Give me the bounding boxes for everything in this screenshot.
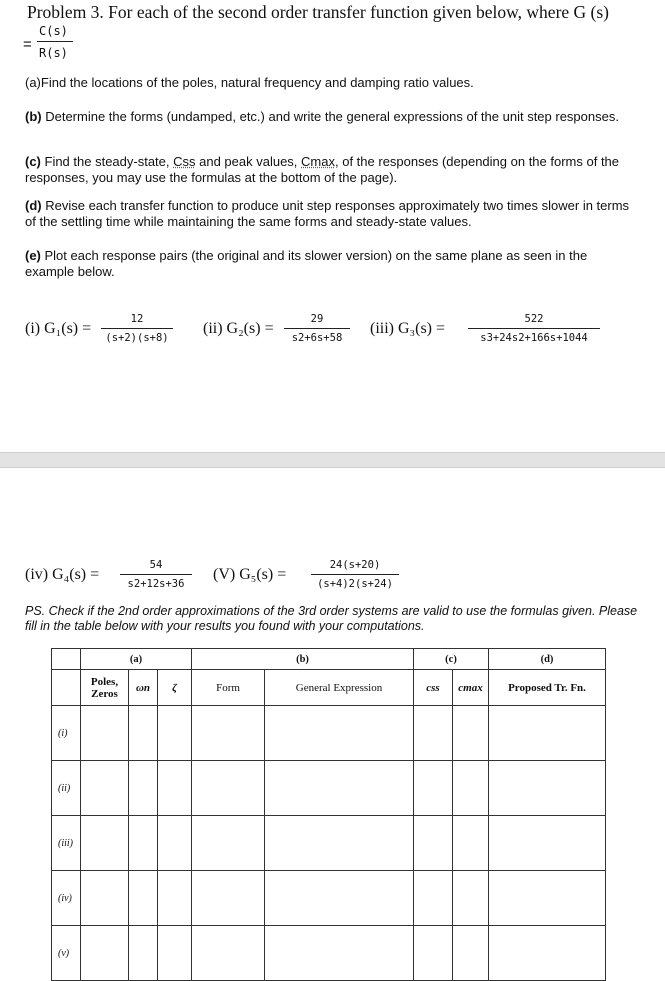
row-label: (ii) bbox=[52, 761, 81, 816]
part-c bbox=[25, 154, 637, 186]
cell-css[interactable] bbox=[414, 926, 453, 981]
tf2-label: (ii) G₂(s) = bbox=[203, 320, 274, 337]
cell-zeta[interactable] bbox=[158, 926, 192, 981]
cell-wn[interactable] bbox=[129, 871, 158, 926]
cell-poles[interactable] bbox=[81, 761, 129, 816]
part-c-text1: Find the steady-state, bbox=[40, 154, 174, 169]
tf4-numerator: 54 bbox=[149, 559, 163, 571]
tf5-fraction bbox=[311, 559, 399, 590]
cell-css[interactable] bbox=[414, 761, 453, 816]
title-eq-sign: = bbox=[23, 36, 32, 53]
cell-wn[interactable] bbox=[129, 926, 158, 981]
cell-wn[interactable] bbox=[129, 816, 158, 871]
part-e bbox=[25, 248, 637, 280]
ps-note: PS. Check if the 2nd order approximations of the 3rd order systems are valid to use the formulas given. Please fill in the table below with your results you found with your computations. bbox=[25, 604, 638, 633]
group-header-a: (a) bbox=[81, 649, 192, 670]
tf5-numerator: 24(s+20) bbox=[329, 559, 381, 571]
tf4-denominator: s2+12s+36 bbox=[120, 574, 192, 590]
cell-poles[interactable] bbox=[81, 816, 129, 871]
cell-poles[interactable] bbox=[81, 926, 129, 981]
cell-proposed[interactable] bbox=[489, 761, 606, 816]
header-corner-2 bbox=[52, 670, 81, 706]
cell-cmax[interactable] bbox=[453, 926, 489, 981]
part-a: (a)Find the locations of the poles, natural frequency and damping ratio values. bbox=[25, 75, 474, 90]
group-header-b: (b) bbox=[192, 649, 414, 670]
col-css: css bbox=[414, 670, 453, 706]
cell-general[interactable] bbox=[265, 926, 414, 981]
tf5-label: (V) G₅(s) = bbox=[213, 566, 287, 583]
tf2-numerator: 29 bbox=[310, 313, 324, 325]
row-label: (iv) bbox=[52, 871, 81, 926]
row-label: (iii) bbox=[52, 816, 81, 871]
part-e-text: Plot each response pairs (the original and its slower version) on the same plane as seen in the example below. bbox=[25, 248, 588, 279]
row-label: (i) bbox=[52, 706, 81, 761]
cell-zeta[interactable] bbox=[158, 706, 192, 761]
cell-wn[interactable] bbox=[129, 706, 158, 761]
title-frac-line bbox=[37, 41, 73, 42]
cell-wn[interactable] bbox=[129, 761, 158, 816]
row-label: (v) bbox=[52, 926, 81, 981]
cell-poles[interactable] bbox=[81, 871, 129, 926]
cell-form[interactable] bbox=[192, 871, 265, 926]
table-row bbox=[52, 926, 606, 981]
cell-cmax[interactable] bbox=[453, 871, 489, 926]
cell-form[interactable] bbox=[192, 706, 265, 761]
cell-general[interactable] bbox=[265, 816, 414, 871]
tf3-fraction bbox=[468, 313, 600, 344]
problem-title: Problem 3. For each of the second order transfer function given below, where G (s) bbox=[27, 2, 610, 22]
col-wn: ωn bbox=[129, 670, 158, 706]
cell-cmax[interactable] bbox=[453, 816, 489, 871]
col-cmax: cmax bbox=[453, 670, 489, 706]
group-header-c: (c) bbox=[414, 649, 489, 670]
table-row bbox=[52, 706, 606, 761]
part-b-text: Determine the forms (undamped, etc.) and write the general expressions of the unit step responses. bbox=[41, 109, 619, 124]
part-c-label: (c) bbox=[25, 154, 41, 169]
tf4-fraction bbox=[120, 559, 192, 590]
css-symbol: Css bbox=[173, 154, 196, 169]
part-b-label: (b) bbox=[25, 109, 42, 124]
cell-proposed[interactable] bbox=[489, 706, 606, 761]
tf2-denominator: s2+6s+58 bbox=[284, 328, 350, 344]
cell-form[interactable] bbox=[192, 926, 265, 981]
cell-cmax[interactable] bbox=[453, 706, 489, 761]
header-corner bbox=[52, 649, 81, 670]
part-d-label: (d) bbox=[25, 198, 42, 213]
part-b bbox=[25, 109, 637, 125]
table-row bbox=[52, 871, 606, 926]
tf4-label: (iv) G₄(s) = bbox=[25, 566, 100, 583]
results-table bbox=[51, 648, 606, 981]
tf1-numerator: 12 bbox=[130, 313, 144, 325]
cell-general[interactable] bbox=[265, 871, 414, 926]
table-row bbox=[52, 761, 606, 816]
cell-proposed[interactable] bbox=[489, 926, 606, 981]
cell-css[interactable] bbox=[414, 706, 453, 761]
col-zeta: ζ bbox=[158, 670, 192, 706]
part-d-text: Revise each transfer function to produce unit step responses approximately two times slower in terms of the settling time while maintaining the same forms and steady-state values. bbox=[25, 198, 630, 229]
tf1-label: (i) G₁(s) = bbox=[25, 320, 92, 337]
tf5-denominator: (s+4)2(s+24) bbox=[311, 574, 399, 590]
title-frac-num: C(s) bbox=[39, 24, 68, 38]
cell-general[interactable] bbox=[265, 706, 414, 761]
part-c-text2: and peak values, bbox=[195, 154, 302, 169]
group-header-d: (d) bbox=[489, 649, 606, 670]
tf2-fraction bbox=[284, 313, 350, 344]
part-d bbox=[25, 198, 637, 230]
tf1-denominator: (s+2)(s+8) bbox=[101, 328, 173, 344]
cell-form[interactable] bbox=[192, 816, 265, 871]
col-poles-zeros: Poles, Zeros bbox=[81, 670, 129, 706]
tf1-fraction bbox=[101, 313, 173, 344]
cell-poles[interactable] bbox=[81, 706, 129, 761]
cell-proposed[interactable] bbox=[489, 871, 606, 926]
cell-zeta[interactable] bbox=[158, 761, 192, 816]
cell-zeta[interactable] bbox=[158, 816, 192, 871]
cmax-symbol: Cmax bbox=[301, 154, 335, 169]
part-e-label: (e) bbox=[25, 248, 41, 263]
cell-proposed[interactable] bbox=[489, 816, 606, 871]
tf3-label: (iii) G₃(s) = bbox=[370, 320, 446, 337]
col-proposed: Proposed Tr. Fn. bbox=[489, 670, 606, 706]
cell-css[interactable] bbox=[414, 871, 453, 926]
cell-general[interactable] bbox=[265, 761, 414, 816]
cell-form[interactable] bbox=[192, 761, 265, 816]
page-break-band bbox=[0, 452, 665, 468]
title-frac-den: R(s) bbox=[39, 46, 68, 60]
col-form: Form bbox=[192, 670, 265, 706]
table-row bbox=[52, 816, 606, 871]
title-fraction bbox=[23, 22, 75, 66]
tf3-numerator: 522 bbox=[524, 313, 544, 325]
tf3-denominator: s3+24s2+166s+1044 bbox=[468, 328, 600, 344]
part-c-text3: , of the responses (depending on the forms of the responses, you may use the formulas at the bottom of the page). bbox=[25, 154, 620, 185]
cell-cmax[interactable] bbox=[453, 761, 489, 816]
cell-css[interactable] bbox=[414, 816, 453, 871]
col-general-expression: General Expression bbox=[265, 670, 414, 706]
cell-zeta[interactable] bbox=[158, 871, 192, 926]
